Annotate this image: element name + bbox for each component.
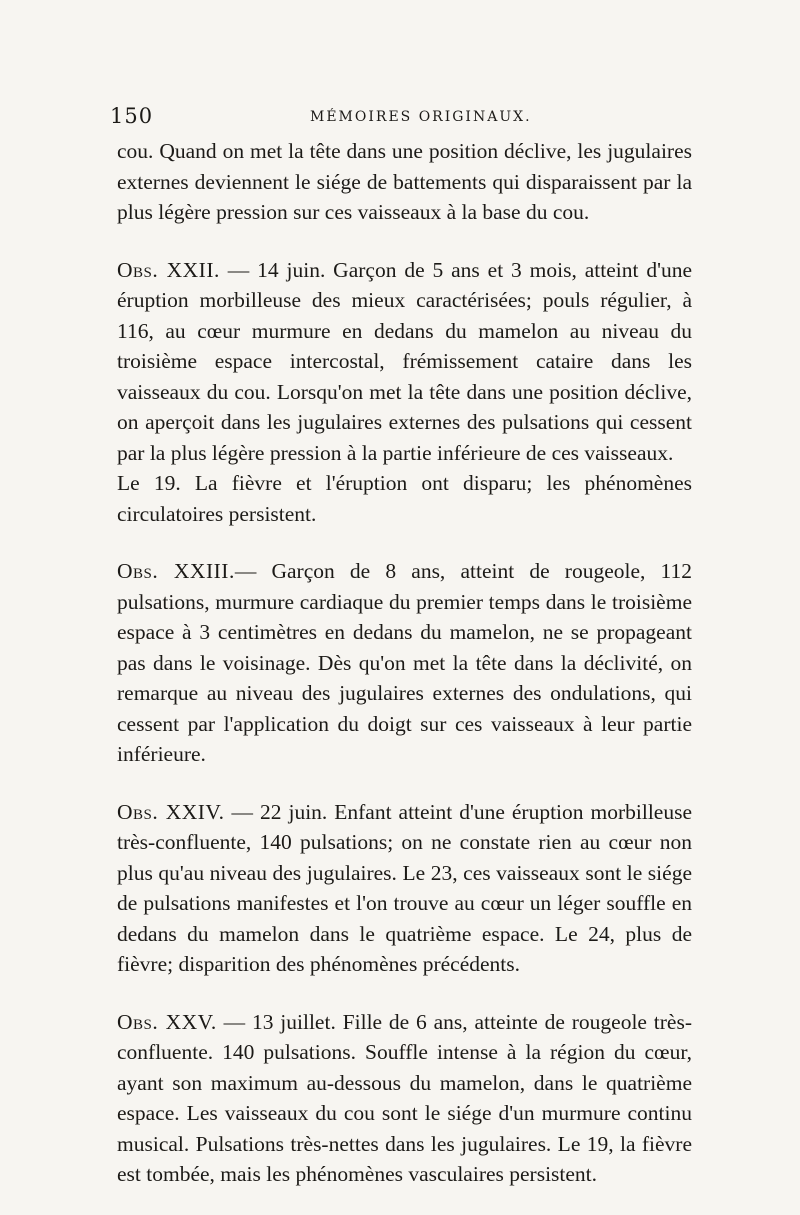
observation-xxii (117, 255, 692, 469)
observation-xxiii (117, 556, 692, 770)
observation-label: Obs. XXIII. (117, 559, 235, 583)
body-text (117, 136, 692, 1190)
observation-xxv (117, 1007, 692, 1190)
paragraph-continuation (117, 136, 692, 228)
page-header (110, 104, 700, 128)
observation-label: Obs. XXV. (117, 1009, 217, 1034)
paragraph-followup (117, 468, 692, 529)
paragraph-text: — 22 juin. Enfant atteint d'une éruption morbilleuse très-confluente, 140 pulsations; on ne constate rien au cœur non plus qu'au niveau des jugulaires. Le 23, ces vaisseaux sont le siége de pulsations manifestes et l'on trouve au cœur un léger souffle en dedans du mamelon dans le quatrième espace. Le 24, plus de fièvre; disparition des phénomènes précédents. (117, 799, 692, 976)
paragraph-text: cou. Quand on met la tête dans une position déclive, les jugulaires externes deviennent le siége de battements qui disparaissent par la plus légère pression sur ces vaisseaux à la base du cou. (117, 139, 692, 224)
running-title: MÉMOIRES ORIGINAUX. (310, 109, 532, 125)
paragraph-text: — 14 juin. Garçon de 5 ans et 3 mois, atteint d'une éruption morbilleuse des mieux caractérisées; pouls régulier, à 116, au cœur murmure en dedans du mamelon au niveau du troisième espace intercostal, frémissement cataire dans les vaisseaux du cou. Lorsqu'on met la tête dans une position déclive, on aperçoit dans les jugulaires externes des pulsations qui cessent par la plus légère pression à la partie inférieure de ces vaisseaux. (117, 257, 692, 465)
paragraph-text: Le 19. La fièvre et l'éruption ont disparu; les phénomènes circulatoires persistent. (117, 471, 692, 526)
page-number: 150 (110, 104, 154, 128)
observation-label: Obs. XXIV. (117, 799, 225, 824)
observation-label: Obs. XXII. (117, 257, 220, 282)
paragraph-text: — 13 juillet. Fille de 6 ans, atteinte de rougeole très-confluente. 140 pulsations. Souffle intense à la région du cœur, ayant son maximum au-dessous du mamelon, dans le quatrième espace. Les vaisseaux du cou sont le siége d'un murmure continu musical. Pulsations très-nettes dans les jugulaires. Le 19, la fièvre est tombée, mais les phénomènes vasculaires persistent. (117, 1009, 692, 1186)
observation-xxiv (117, 797, 692, 980)
paragraph-text: — Garçon de 8 ans, atteint de rougeole, 112 pulsations, murmure cardiaque du premier temps dans le troisième espace à 3 centimètres en dedans du mamelon, ne se propageant pas dans le voisinage. Dès qu'on met la tête dans la déclivité, on remarque au niveau des jugulaires externes des ondulations, qui cessent par l'application du doigt sur ces vaisseaux à leur partie inférieure. (117, 559, 693, 766)
